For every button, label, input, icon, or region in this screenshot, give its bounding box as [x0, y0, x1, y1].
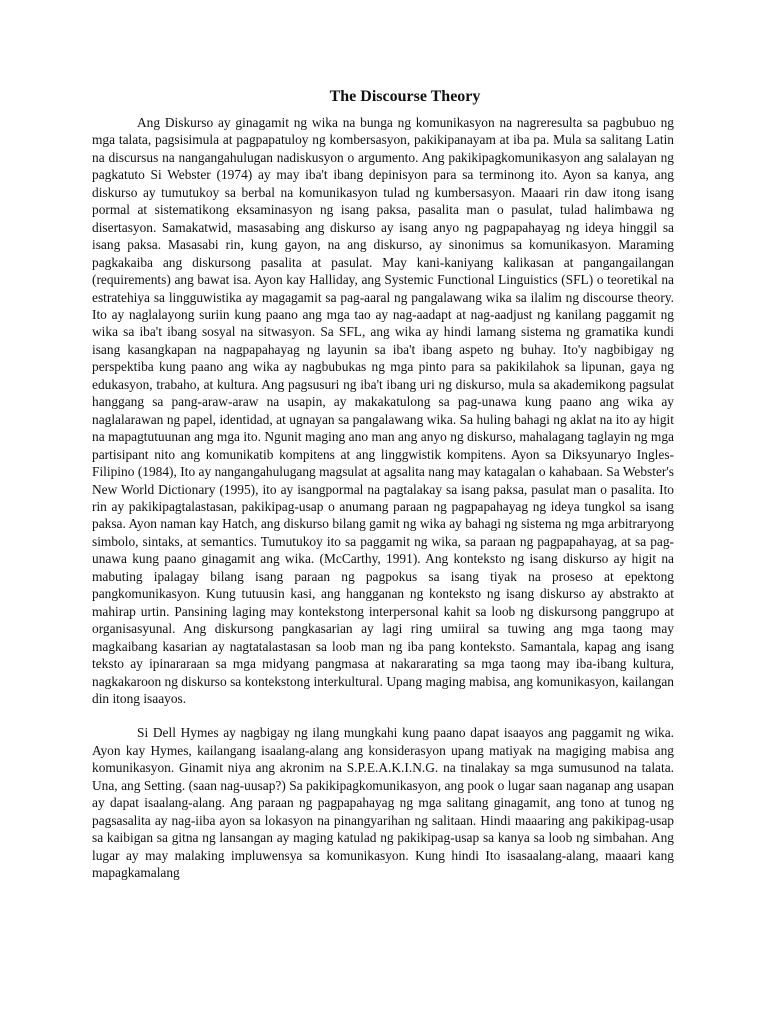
document-page [92, 86, 674, 881]
document-title: The Discourse Theory [329, 88, 481, 105]
body-paragraph-2: Si Dell Hymes ay nagbigay ng ilang mungkahi kung paano dapat isaayos ang paggamit ng wika. Ayon kay Hymes, kailangang isaalang-alang ang konsiderasyon upang matiyak na magiging mabisa ang komunikasyon. Ginamit niya ang akronim na S.P.E.A.K.I.N.G. na tinalakay sa mga sumusunod na talata. Una, ang Setting. (saan nag-uusap?) Sa pakikipagkomunikasyon, ang pook o lugar saan naganap ang usapan ay dapat isaalang-alang. Ang paraan ng pagpapahayag ng mga salitang ginagamit, ang tono at tunog ng pagsasalita ay nag-iiba ayon sa lokasyon na pinangyarihan ng salitaan. Hindi maaaring ang pakikipag-usap sa kaibigan sa gitna ng lansangan ay maging katulad ng pakikipag-usap sa kanya sa loob ng simbahan. Ang lugar ay may malaking impluwensya sa komunikasyon. Kung hindi Ito isasaalang-alang, maaari kang mapagkamalang [92, 725, 674, 881]
body-paragraph-1: Ang Diskurso ay ginagamit ng wika na bunga ng komunikasyon na nagreresulta sa pagbubuo ng mga talata, pagsisimula at pagpapatuloy ng kombersasyon, pakikipanayam at iba pa. Mula sa salitang Latin na discursus na nangangahulugan nadiskusyon o argumento. Ang pakikipagkomunikasyon ang salalayan ng pagkatuto Si Webster (1974) ay may iba't ibang depinisyon para sa terminong ito. Ayon sa kanya, ang diskurso ay tumutukoy sa berbal na komunikasyon tulad ng kumbersasyon. Maaari rin daw itong isang pormal at sistematikong eksaminasyon ng isang paksa, pasalita man o pasulat, tulad halimbawa ng disertasyon. Samakatwid, masasabing ang diskurso ay isang anyo ng pagpapahayag ng ideya hinggil sa isang paksa. Masasabi rin, kung gayon, na ang diskurso, ay sinonimus sa komunikasyon. Maraming pagkakaiba ang diskursong pasalita at pasulat. May kani-kaniyang kalikasan at pangangailangan (requirements) ang bawat isa. Ayon kay Halliday, ang Systemic Functional Linguistics (SFL) o teoretikal na estratehiya sa lingguwistika ay magagamit sa pag-aaral ng pangalawang wika sa ilalim ng discourse theory. Ito ay naglalayong suriin kung paano ang mga tao ay nag-aadapt at nag-aadjust ng kanilang paggamit ng wika sa iba't ibang sosyal na sitwasyon. Sa SFL, ang wika ay hindi lamang sistema ng gramatika kundi isang kasangkapan na nagpapahayag ng layunin sa iba't ibang aspeto ng buhay. Ito'y nagbibigay ng perspektiba kung paano ang wika ay nagbubukas ng mga pinto para sa pakikilahok sa lipunan, gaya ng edukasyon, trabaho, at kultura. Ang pagsusuri ng iba't ibang uri ng diskurso, mula sa akademikong pagsulat hanggang sa pang-araw-araw na usapin, ay makakatulong sa pag-unawa kung paano ang wika ay naglalarawan ng papel, identidad, at ugnayan sa pangalawang wika. Sa huling bahagi ng aklat na ito ay higit na mapagtutuunan ang mga ito. Ngunit maging ano man ang anyo ng diskurso, mahalagang taglayin ng mga partisipant nito ang komunikatib kompitens at ang linggwistik kompitens. Ayon sa Diksyunaryo Ingles-Filipino (1984), Ito ay nangangahulugang magsulat at agsalita nang may katagalan o kahabaan. Sa Webster's New World Dictionary (1995), ito ay isangpormal na pagtalakay sa isang paksa, pasulat man o pasalita. Ito rin ay pakikipagtalastasan, pakikipag-usap o anumang paraan ng pagpapahayag ng ideya tungkol sa isang paksa. Ayon naman kay Hatch, ang diskurso bilang gamit ng wika ay bahagi ng sistema ng mga arbitraryong simbolo, sintaks, at semantics. Tumutukoy ito sa paggamit ng wika, sa paraan ng pagpapahayag, at sa pag- unawa kung paano ginagamit ang wika. (McCarthy, 1991). Ang konteksto ng isang diskurso ay higit na mabuting ipalagay bilang isang paraan ng pagpokus sa isang tiyak na proseso at epektong pangkomunikasyon. Kung tutuusin kasi, ang hangganan ng konteksto ng isang diskurso ay abstrakto at mahirap urtin. Pansining laging may kontekstong interpersonal kahit sa loob ng diskursong panggrupo at organisasyunal. Ang diskursong pangkasarian ay lagi ring umiiral sa tuwing ang mga taong may magkaibang kasarian ay nagtatalastasan sa loob man ng iba pang konteksto. Samantala, kapag ang isang teksto ay ipinararaan sa mga midyang pangmasa at nakararating sa mga taong may iba-ibang kultura, nagkakaroon ng diskurso sa kontekstong interkultural. Upang maging mabisa, ang komunikasyon, kailangan din itong isaayos. [92, 115, 674, 706]
